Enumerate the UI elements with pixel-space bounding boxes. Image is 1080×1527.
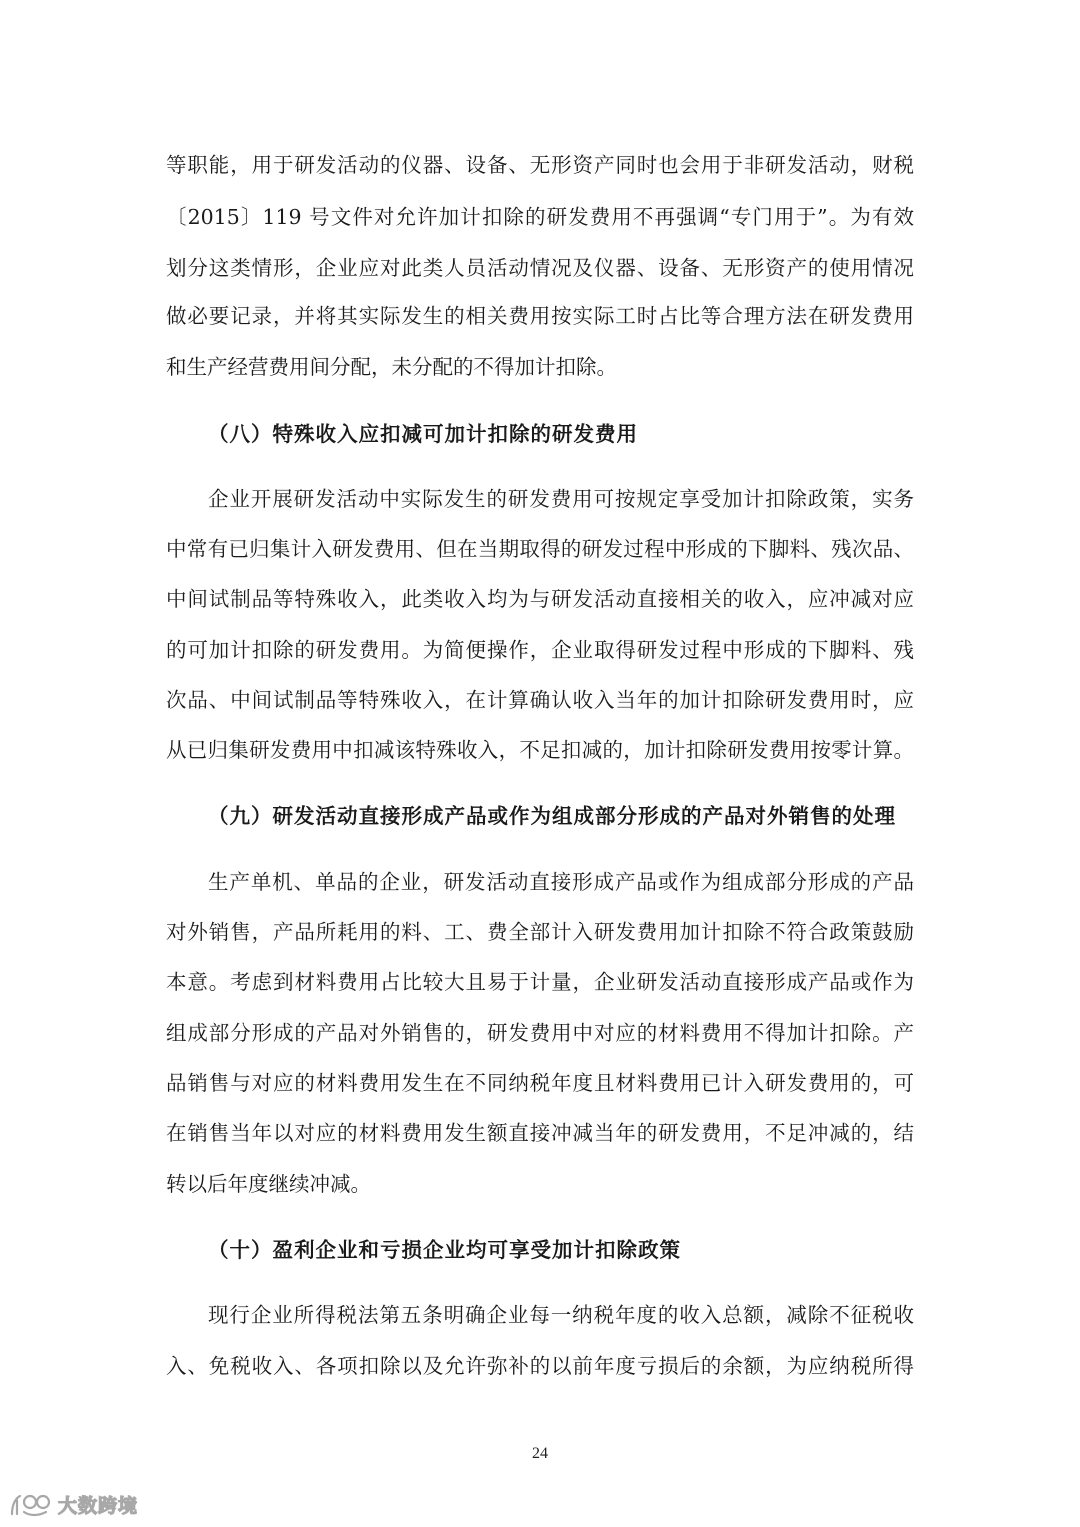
paragraph-line: 组成部分形成的产品对外销售的，研发费用中对应的材料费用不得加计扣除。产 [166,1021,914,1045]
paragraph-line: 次品、中间试制品等特殊收入，在计算确认收入当年的加计扣除研发费用时，应 [166,688,914,712]
paragraph-line: 中常有已归集计入研发费用、但在当期取得的研发过程中形成的下脚料、残次品、 [166,537,914,561]
section-heading: （十）盈利企业和亏损企业均可享受加计扣除政策 [208,1238,681,1262]
paragraph-line: 和生产经营费用间分配，未分配的不得加计扣除。 [166,355,617,379]
paragraph-line: 现行企业所得税法第五条明确企业每一纳税年度的收入总额，减除不征税收 [208,1303,914,1327]
paragraph-line: 生产单机、单品的企业，研发活动直接形成产品或作为组成部分形成的产品 [208,870,914,894]
paragraph-line: 从已归集研发费用中扣减该特殊收入，不足扣减的，加计扣除研发费用按零计算。 [166,738,914,762]
paragraph-line: 中间试制品等特殊收入，此类收入均为与研发活动直接相关的收入，应冲减对应 [166,587,914,611]
watermark [8,1488,138,1520]
paragraph-line: 划分这类情形，企业应对此类人员活动情况及仪器、设备、无形资产的使用情况 [166,256,914,280]
paragraph-line: 转以后年度继续冲减。 [166,1172,371,1196]
paragraph-line: 〔2015〕119 号文件对允许加计扣除的研发费用不再强调“专门用于”。为有效 [166,205,914,229]
paragraph-line: 做必要记录，并将其实际发生的相关费用按实际工时占比等合理方法在研发费用 [166,304,914,328]
dashu-logo-icon [8,1490,52,1518]
paragraph-line: 本意。考虑到材料费用占比较大且易于计量，企业研发活动直接形成产品或作为 [166,970,914,994]
section-heading: （八）特殊收入应扣减可加计扣除的研发费用 [208,422,638,446]
watermark-text: 大数跨境 [58,1494,139,1517]
paragraph-line: 入、免税收入、各项扣除以及允许弥补的以前年度亏损后的余额，为应纳税所得 [166,1354,914,1378]
paragraph-line: 在销售当年以对应的材料费用发生额直接冲减当年的研发费用，不足冲减的，结 [166,1121,914,1145]
paragraph-line: 等职能，用于研发活动的仪器、设备、无形资产同时也会用于非研发活动，财税 [166,153,914,177]
section-heading: （九）研发活动直接形成产品或作为组成部分形成的产品对外销售的处理 [208,804,896,828]
page-number: 24 [532,1445,548,1462]
paragraph-line: 对外销售，产品所耗用的料、工、费全部计入研发费用加计扣除不符合政策鼓励 [166,920,914,944]
paragraph-line: 企业开展研发活动中实际发生的研发费用可按规定享受加计扣除政策，实务 [208,487,914,511]
paragraph-line: 品销售与对应的材料费用发生在不同纳税年度且材料费用已计入研发费用的，可 [166,1071,914,1095]
paragraph-line: 的可加计扣除的研发费用。为简便操作，企业取得研发过程中形成的下脚料、残 [166,638,914,662]
